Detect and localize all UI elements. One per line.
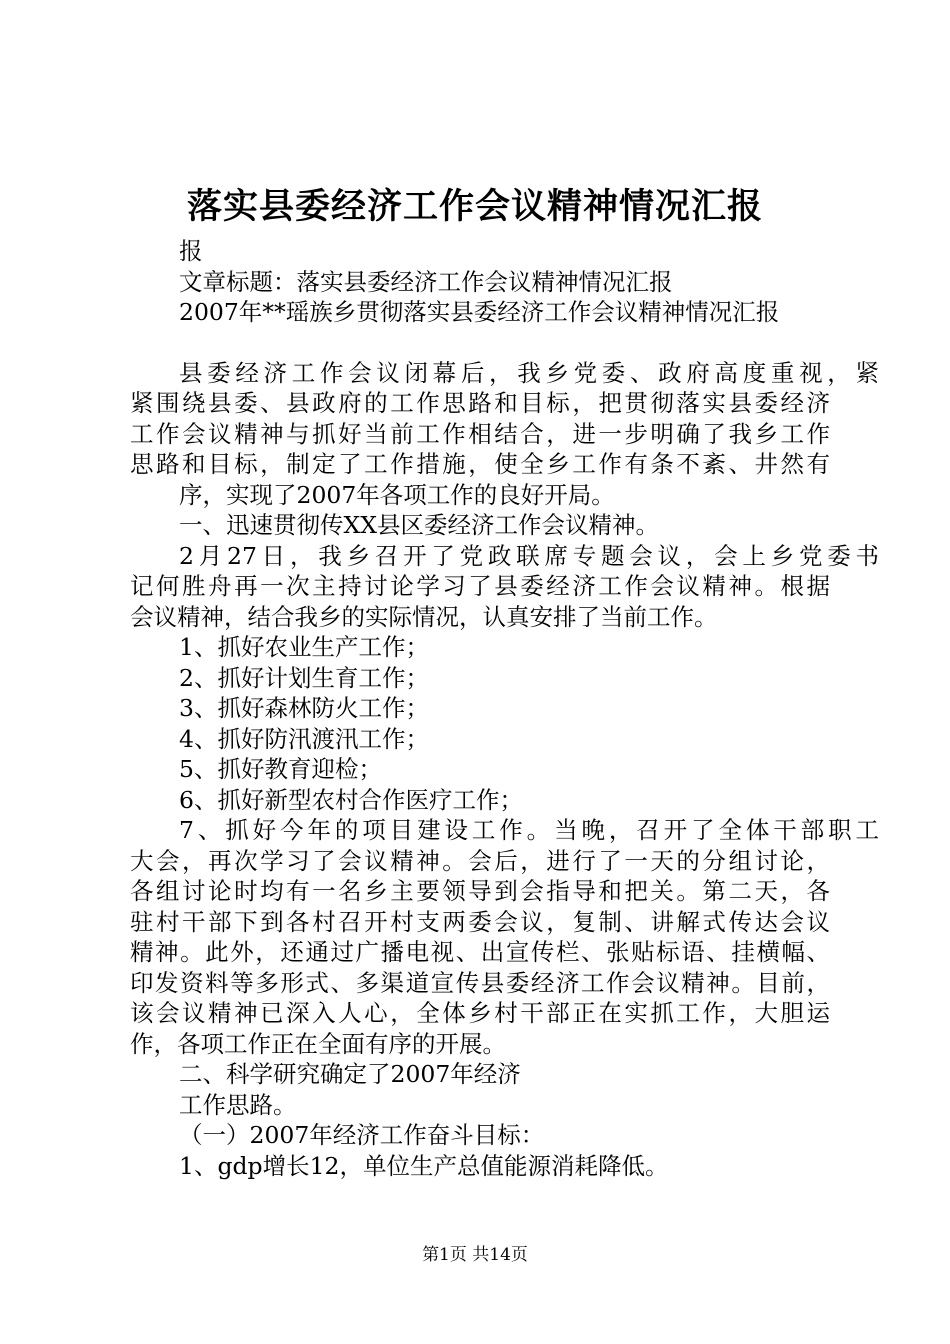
list-item: 1、gdp增长12，单位生产总值能源消耗降低。: [179, 1151, 669, 1180]
text-line: 2月27日，我乡召开了党政联席专题会议，会上乡党委书: [179, 541, 879, 570]
text-line: 县委经济工作会议闭幕后，我乡党委、政府高度重视，紧: [179, 358, 879, 387]
section-heading: 一、迅速贯彻传XX县区委经济工作会议精神。: [179, 511, 659, 539]
text-line: 序，实现了2007年各项工作的良好开局。: [179, 480, 615, 509]
list-item: 3、抓好森林防火工作；: [179, 694, 429, 722]
text-line: 紧围绕县委、县政府的工作思路和目标，把贯彻落实县委经济: [130, 389, 830, 417]
subsection-heading: （一）2007年经济工作奋斗目标：: [179, 1121, 545, 1149]
text-line: 工作会议精神与抓好当前工作相结合，进一步明确了我乡工作: [130, 419, 830, 448]
document-title: 落实县委经济工作会议精神情况汇报: [186, 187, 763, 227]
text-line: 精神。此外，还通过广播电视、出宣传栏、张贴标语、挂横幅、: [130, 938, 830, 966]
article-title-line: 文章标题：落实县委经济工作会议精神情况汇报: [179, 267, 673, 296]
list-item: 4、抓好防汛渡汛工作；: [179, 724, 429, 753]
document-body: [130, 236, 879, 1181]
section-heading: 二、科学研究确定了2007年经济: [179, 1060, 521, 1088]
page-footer: [0, 1243, 950, 1267]
list-item: 6、抓好新型农村合作医疗工作；: [179, 785, 523, 814]
list-item: 7、抓好今年的项目建设工作。当晚，召开了全体干部职工: [179, 816, 879, 844]
subtitle-line: 2007年**瑶族乡贯彻落实县委经济工作会议精神情况汇报: [179, 298, 780, 326]
text-line: 各组讨论时均有一名乡主要领导到会指导和把关。第二天，各: [130, 877, 830, 905]
text-line: 大会，再次学习了会议精神。会后，进行了一天的分组讨论，: [130, 846, 830, 875]
list-item: 1、抓好农业生产工作；: [179, 633, 429, 661]
section-heading-continuation: 工作思路。: [179, 1090, 297, 1119]
text-line: 作，各项工作正在全面有序的开展。: [130, 1029, 506, 1058]
text-line: 记何胜舟再一次主持讨论学习了县委经济工作会议精神。根据: [130, 572, 830, 600]
paragraph-gap: [130, 328, 830, 358]
text-line: 该会议精神已深入人心，全体乡村干部正在实抓工作，大胆运: [130, 999, 830, 1027]
text-line: 报: [179, 237, 203, 265]
page-number: 第1页 共14页: [422, 1245, 528, 1265]
text-line: 会议精神，结合我乡的实际情况，认真安排了当前工作。: [130, 602, 718, 631]
list-item: 5、抓好教育迎检；: [179, 755, 382, 783]
text-line: 驻村干部下到各村召开村支两委会议，复制、讲解式传达会议: [130, 907, 830, 936]
list-item: 2、抓好计划生育工作；: [179, 663, 429, 692]
text-line: 思路和目标，制定了工作措施，使全乡工作有条不紊、井然有: [130, 450, 830, 478]
text-line: 印发资料等多形式、多渠道宣传县委经济工作会议精神。目前，: [130, 968, 830, 997]
